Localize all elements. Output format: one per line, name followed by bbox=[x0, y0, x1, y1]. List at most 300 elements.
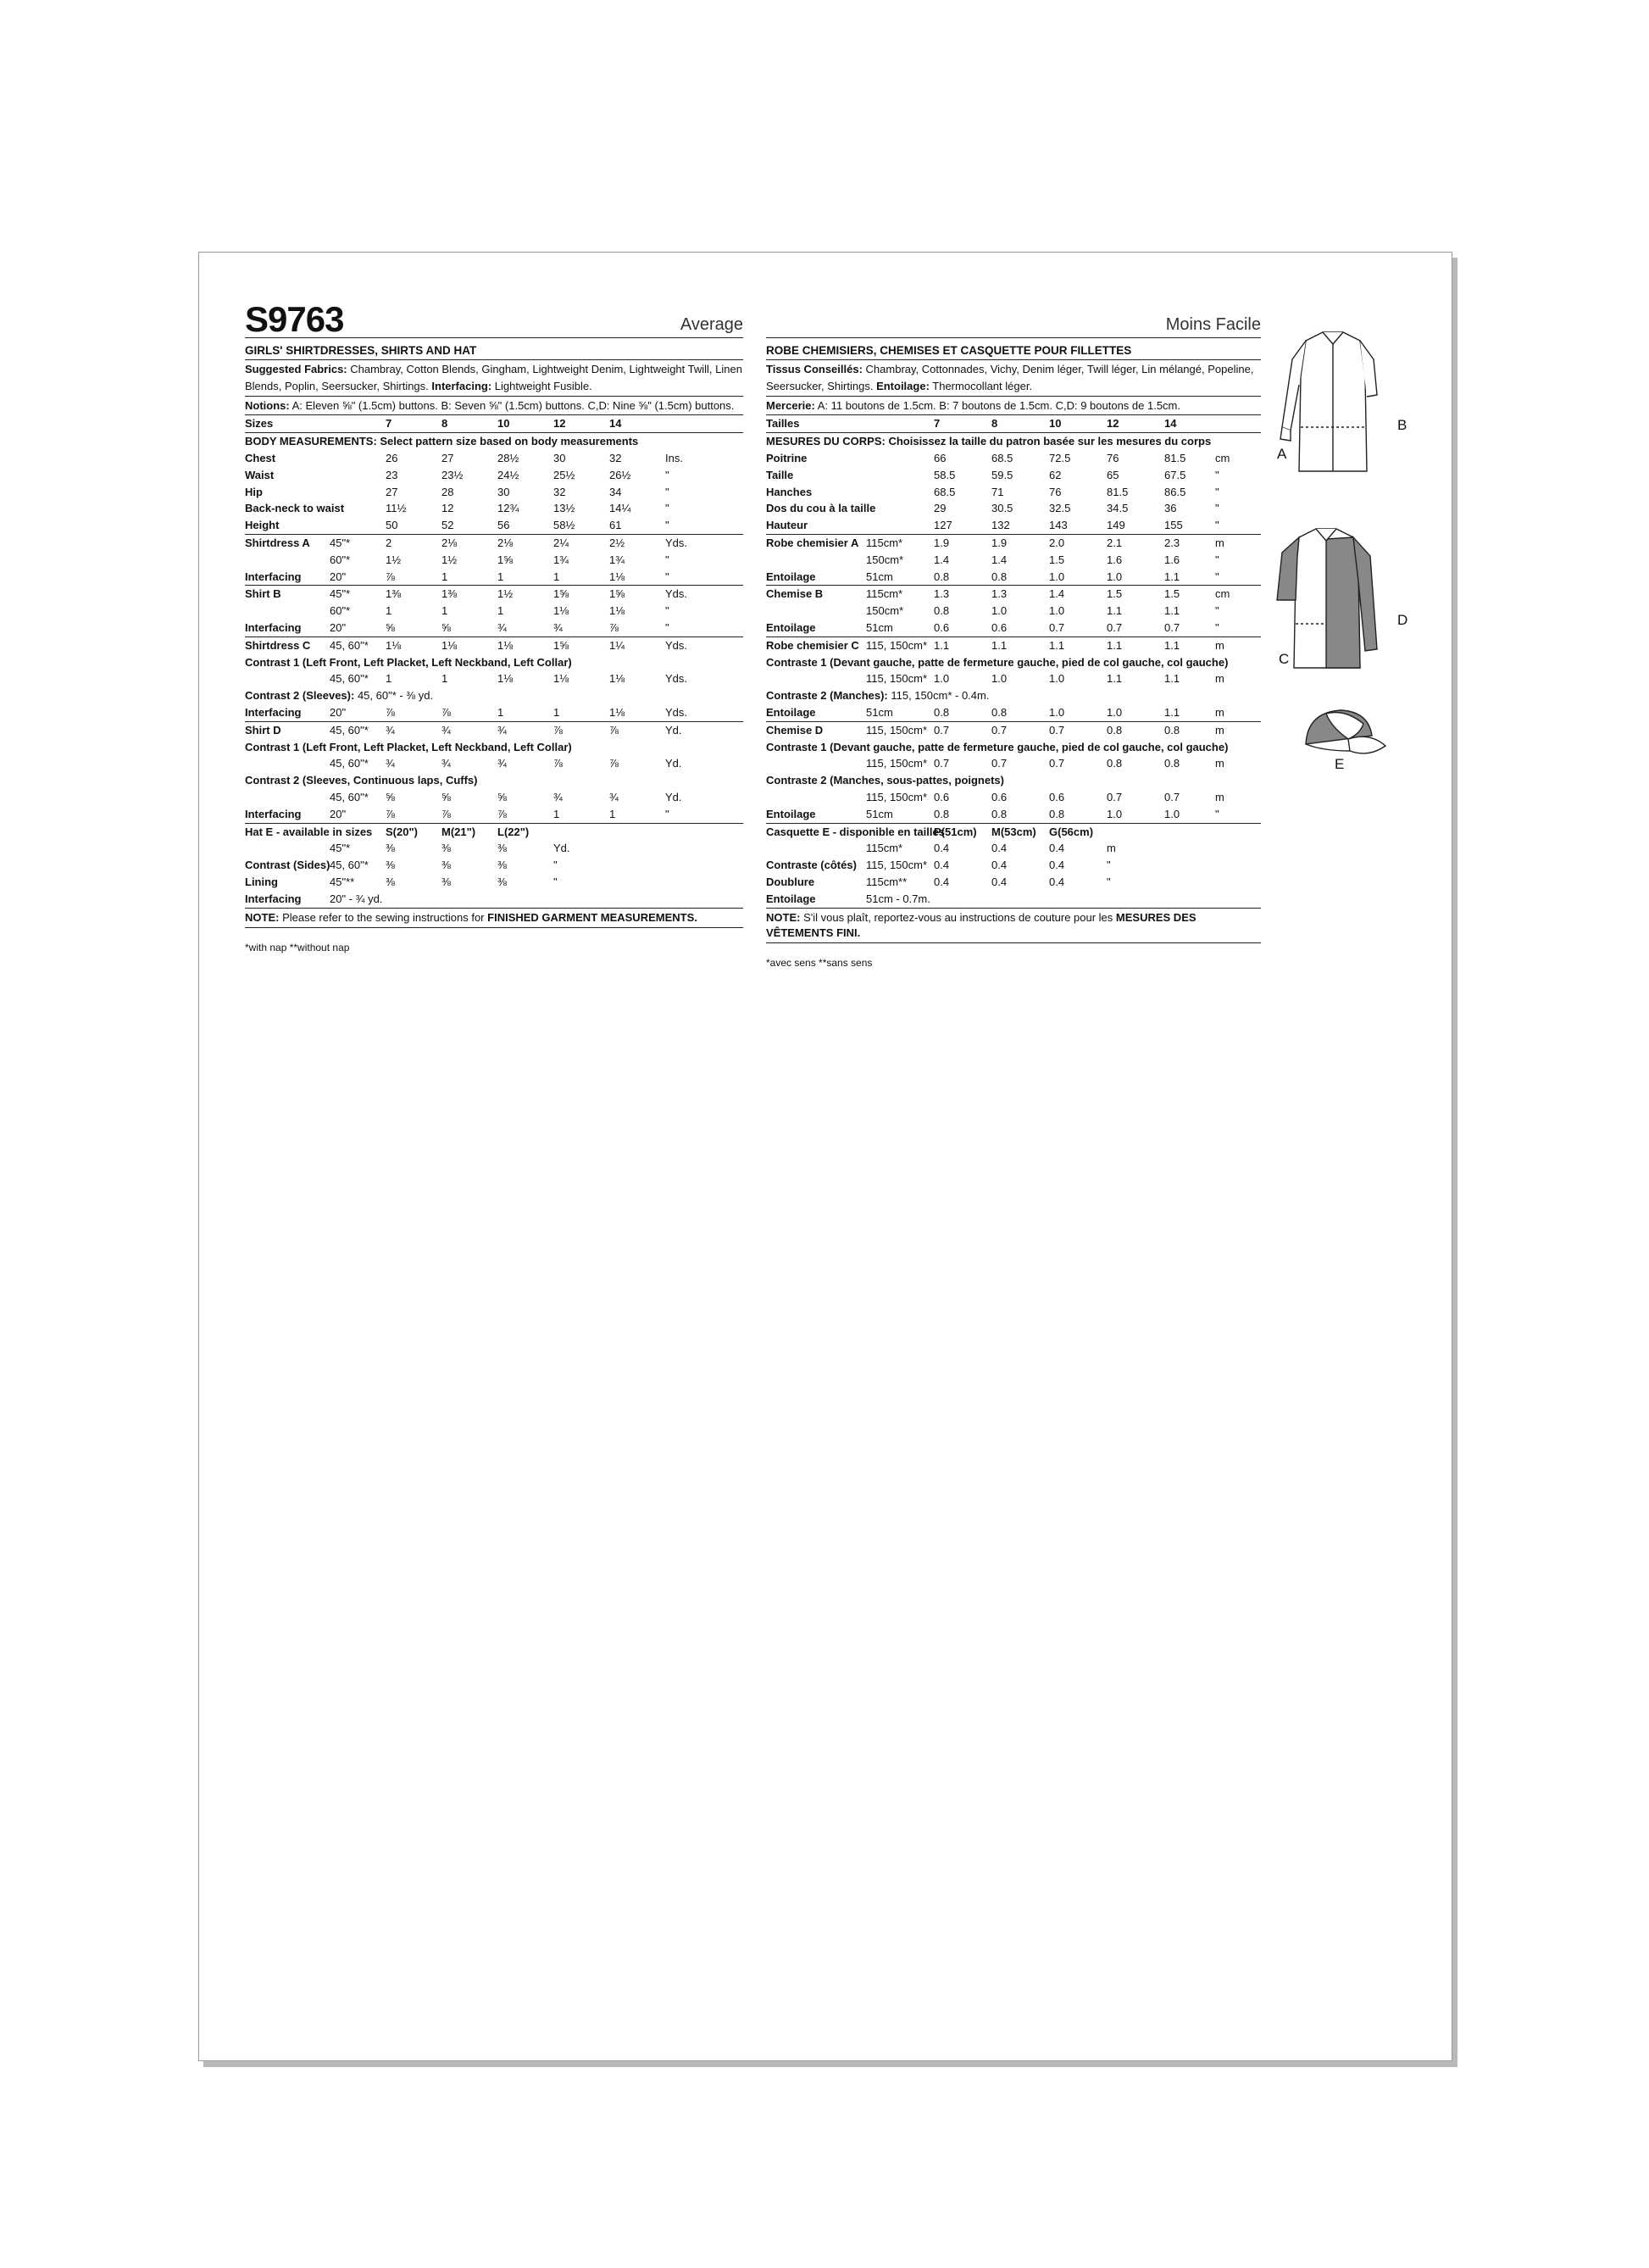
value-cell: 12 bbox=[441, 502, 454, 515]
size-header: 14 bbox=[1164, 415, 1215, 432]
value-cell: 28½ bbox=[497, 451, 519, 464]
unit-cell: " bbox=[1107, 859, 1111, 872]
value-cell: 0.6 bbox=[934, 620, 991, 636]
note bbox=[245, 908, 743, 928]
value-cell: ⅜ bbox=[497, 842, 507, 855]
value-cell: 1.1 bbox=[1164, 672, 1180, 686]
value-cell: 1.9 bbox=[991, 536, 1008, 549]
yardage-row bbox=[766, 721, 1261, 738]
value-cell: 26 bbox=[386, 451, 398, 464]
value-cell: 1⅝ bbox=[497, 553, 514, 566]
unit-cell: " bbox=[665, 485, 669, 498]
blank bbox=[665, 857, 743, 874]
value-cell: 24½ bbox=[497, 468, 519, 481]
fabric-width: 45, 60"* bbox=[330, 757, 369, 770]
interfacing-text: Lightweight Fusible. bbox=[491, 379, 592, 392]
unit-cell: cm bbox=[1215, 587, 1230, 601]
fabric-width: 45"* bbox=[330, 842, 351, 855]
value-cell: 0.8 bbox=[991, 704, 1049, 721]
value-cell: 0.4 bbox=[991, 842, 1008, 855]
contrast-label: Contraste 2 (Manches): 115, 150cm* - 0.4m. bbox=[766, 689, 990, 703]
body-measurement-row bbox=[766, 500, 1261, 517]
yardage-row bbox=[245, 654, 743, 671]
value-cell: 58.5 bbox=[934, 468, 956, 481]
interfacing-text-fr: Thermocollant léger. bbox=[929, 379, 1033, 392]
notions bbox=[245, 397, 743, 416]
value-cell: 0.4 bbox=[934, 875, 950, 888]
yardage-row bbox=[245, 534, 743, 551]
unit-cell: " bbox=[553, 875, 558, 888]
body-measurement-row bbox=[766, 517, 1261, 534]
row-label: Lining bbox=[245, 875, 278, 888]
body-measurements-header bbox=[245, 433, 743, 450]
fabric-width: 115cm** bbox=[866, 875, 908, 888]
value-cell: 1.0 bbox=[1049, 672, 1065, 686]
width-col bbox=[330, 415, 386, 432]
unit-cell: Yd. bbox=[665, 723, 682, 737]
value-cell: 68.5 bbox=[934, 485, 956, 498]
value-cell: ⅞ bbox=[386, 704, 441, 721]
body-measurements-title: MESURES DU CORPS: Choisissez la taille du patron basée sur les mesures du corps bbox=[766, 435, 1212, 448]
yardage-row bbox=[766, 670, 1261, 687]
view-label-c: C bbox=[1279, 651, 1290, 667]
value-cell: 12¾ bbox=[497, 502, 519, 515]
size-header: 7 bbox=[934, 415, 991, 432]
value-cell: ⅞ bbox=[386, 569, 441, 586]
row-label bbox=[245, 552, 330, 569]
value-cell: 1½ bbox=[441, 553, 458, 566]
yardage-row bbox=[245, 806, 743, 823]
value-cell: 2½ bbox=[609, 536, 625, 549]
fabric-width: 20" bbox=[330, 569, 386, 586]
value-cell: 0.4 bbox=[991, 875, 1008, 888]
value-cell: 2.0 bbox=[1049, 536, 1065, 549]
unit-cell: Yd. bbox=[665, 790, 682, 803]
unit-cell: " bbox=[665, 468, 669, 481]
value-cell: 1⅛ bbox=[386, 638, 402, 652]
value-cell: 2⅛ bbox=[497, 536, 514, 549]
blank bbox=[609, 874, 665, 891]
value-cell: 149 bbox=[1107, 517, 1164, 534]
fabric-width bbox=[330, 467, 386, 484]
yardage-row bbox=[245, 755, 743, 772]
value-cell: 1.0 bbox=[1107, 569, 1164, 586]
row-label: Contrast (Sides) bbox=[245, 859, 330, 872]
yardage-row bbox=[245, 586, 743, 603]
value-cell: 32.5 bbox=[1049, 502, 1071, 515]
blank bbox=[1215, 891, 1261, 908]
value-cell: ¾ bbox=[553, 790, 563, 803]
value-cell: 25½ bbox=[553, 468, 575, 481]
unit-cell: " bbox=[665, 502, 669, 515]
size-header: 12 bbox=[1107, 415, 1164, 432]
value-cell: 0.8 bbox=[934, 569, 991, 586]
value-cell: 1.1 bbox=[1164, 638, 1180, 652]
unit-cell: Yds. bbox=[665, 672, 688, 686]
value-cell: 27 bbox=[441, 451, 454, 464]
unit-cell: " bbox=[1215, 620, 1261, 636]
note-label: NOTE: bbox=[245, 910, 280, 924]
hat-row bbox=[245, 857, 743, 874]
unit-cell: m bbox=[1215, 723, 1224, 737]
row-label: Shirt D bbox=[245, 723, 281, 737]
fabric-width: 150cm* bbox=[866, 553, 904, 566]
sizes-row bbox=[766, 415, 1261, 432]
value-cell: 1.1 bbox=[934, 638, 950, 652]
value-cell: 30.5 bbox=[991, 502, 1013, 515]
notions-label-fr: Mercerie: bbox=[766, 398, 815, 412]
hat-size: M(21") bbox=[441, 825, 476, 838]
fabric-width: 115cm* bbox=[866, 536, 903, 549]
value-cell: 1.4 bbox=[934, 553, 950, 566]
difficulty-level: Average bbox=[680, 315, 743, 334]
value-cell: 1⅛ bbox=[497, 638, 514, 652]
row-label: Robe chemisier A bbox=[766, 536, 859, 549]
value-cell: 1 bbox=[553, 806, 609, 823]
value-cell bbox=[991, 891, 1049, 908]
fabric-width bbox=[866, 517, 934, 534]
hat-size: S(20") bbox=[386, 825, 418, 838]
value-cell: 1.0 bbox=[934, 672, 950, 686]
value-cell: 1 bbox=[386, 604, 392, 618]
size-header: 7 bbox=[386, 415, 441, 432]
value-cell: 127 bbox=[934, 517, 991, 534]
value-cell: 34 bbox=[609, 485, 622, 498]
blank bbox=[665, 840, 743, 857]
value-cell: 1.1 bbox=[1164, 704, 1215, 721]
blank bbox=[609, 857, 665, 874]
row-label: Back-neck to waist bbox=[245, 502, 345, 515]
contrast-label: Contrast 1 (Left Front, Left Placket, Left Neckband, Left Collar) bbox=[245, 740, 572, 753]
value-cell: 1⅛ bbox=[609, 569, 665, 586]
size-header: 14 bbox=[609, 415, 665, 432]
body-measurements-title: BODY MEASUREMENTS: Select pattern size based on body measurements bbox=[245, 435, 639, 448]
yardage-row bbox=[245, 721, 743, 738]
value-cell: ⅞ bbox=[441, 806, 497, 823]
fabrics-text: Chambray, Cotton Blends, Gingham, Lightweight Denim, Lightweight Twill, Linen Blends, Poplin, Seersucker, Shirtings. bbox=[245, 363, 742, 392]
value-cell: 1.9 bbox=[934, 536, 950, 549]
value-cell: 1 bbox=[497, 704, 553, 721]
unit-col bbox=[1215, 415, 1261, 432]
row-label: Entoilage bbox=[766, 620, 866, 636]
row-label bbox=[245, 840, 330, 857]
value-cell: 1⅜ bbox=[441, 587, 458, 601]
value-cell: ⅜ bbox=[386, 875, 395, 888]
row-label: Taille bbox=[766, 468, 794, 481]
value-cell: 2⅛ bbox=[441, 536, 458, 549]
body-measurement-row bbox=[245, 467, 743, 484]
unit-cell: m bbox=[1107, 842, 1116, 855]
value-cell bbox=[497, 891, 553, 908]
fabric-width bbox=[330, 517, 386, 534]
unit-cell: m bbox=[1215, 704, 1261, 721]
unit-cell: cm bbox=[1215, 451, 1230, 464]
yardage-row bbox=[245, 636, 743, 653]
fabric-width bbox=[866, 467, 934, 484]
pattern-code: S9763 bbox=[245, 299, 344, 339]
english-header bbox=[245, 299, 743, 339]
blank bbox=[609, 891, 665, 908]
value-cell: 1¾ bbox=[553, 553, 569, 566]
hat-row bbox=[245, 874, 743, 891]
value-cell: ⅝ bbox=[441, 790, 451, 803]
blank bbox=[1164, 891, 1215, 908]
width-col bbox=[866, 415, 934, 432]
value-cell: 1 bbox=[497, 569, 553, 586]
value-cell: ⅜ bbox=[441, 842, 451, 855]
value-cell: 2 bbox=[386, 536, 392, 549]
value-cell: ⅞ bbox=[497, 806, 553, 823]
yardage-row bbox=[245, 687, 743, 704]
value-cell: 1.1 bbox=[1107, 604, 1123, 618]
yardage-row bbox=[766, 687, 1261, 704]
body-measurement-row bbox=[766, 467, 1261, 484]
value-cell: 1.0 bbox=[991, 604, 1008, 618]
value-cell: 26½ bbox=[609, 468, 631, 481]
contrast-label: Contrast 2 (Sleeves): 45, 60"* - ⅜ yd. bbox=[245, 689, 434, 703]
fabric-width: 115, 150cm* bbox=[866, 672, 928, 686]
value-cell bbox=[386, 891, 441, 908]
value-cell: 1½ bbox=[497, 587, 514, 601]
blank bbox=[1164, 823, 1215, 840]
value-cell: 143 bbox=[1049, 517, 1107, 534]
unit-cell: " bbox=[1215, 553, 1219, 566]
value-cell: 0.8 bbox=[1049, 806, 1107, 823]
fabric-width: 45, 60"* bbox=[330, 859, 369, 872]
value-cell: ⅝ bbox=[386, 620, 441, 636]
value-cell: 67.5 bbox=[1164, 468, 1186, 481]
yardage-row bbox=[245, 552, 743, 569]
unit-cell: Yds. bbox=[665, 536, 688, 549]
value-cell: 56 bbox=[497, 517, 553, 534]
value-cell: ⅝ bbox=[497, 790, 507, 803]
fabric-width: 51cm bbox=[866, 620, 934, 636]
fabric-width: 20" bbox=[330, 620, 386, 636]
row-label: Height bbox=[245, 517, 330, 534]
value-cell: 0.7 bbox=[991, 757, 1008, 770]
value-cell: 1.1 bbox=[1164, 569, 1215, 586]
notions-fr bbox=[766, 397, 1261, 416]
english-body bbox=[245, 342, 743, 956]
unit-cell: " bbox=[1215, 806, 1261, 823]
value-cell: 1.1 bbox=[1164, 604, 1180, 618]
row-label: Hanches bbox=[766, 485, 813, 498]
value-cell: ⅜ bbox=[386, 859, 395, 872]
yardage-row bbox=[245, 772, 743, 789]
french-measurement-table bbox=[766, 415, 1261, 907]
unit-cell: " bbox=[665, 806, 743, 823]
yardage-row bbox=[766, 534, 1261, 551]
size-header: 8 bbox=[441, 415, 497, 432]
value-cell: 1¾ bbox=[609, 553, 625, 566]
value-cell: 1.0 bbox=[1049, 569, 1107, 586]
value-cell: 28 bbox=[441, 485, 454, 498]
blank bbox=[665, 874, 743, 891]
body-measurement-row bbox=[766, 484, 1261, 501]
value-cell: 81.5 bbox=[1107, 485, 1129, 498]
value-cell: 0.7 bbox=[934, 723, 950, 737]
body-measurement-row bbox=[245, 517, 743, 534]
fabric-width: 115cm* bbox=[866, 587, 903, 601]
size-header: 8 bbox=[991, 415, 1049, 432]
row-label: Robe chemisier C bbox=[766, 638, 859, 652]
value-cell: 0.8 bbox=[1107, 757, 1123, 770]
size-header: 10 bbox=[1049, 415, 1107, 432]
value-cell: ¾ bbox=[497, 757, 507, 770]
unit-cell: Yd. bbox=[553, 842, 570, 855]
value-cell bbox=[1049, 891, 1107, 908]
row-label: Hip bbox=[245, 485, 263, 498]
blank bbox=[1215, 857, 1261, 874]
yardage-row bbox=[245, 670, 743, 687]
pattern-title-fr: ROBE CHEMISIERS, CHEMISES ET CASQUETTE POUR FILLETTES bbox=[766, 342, 1261, 360]
value-cell: 0.6 bbox=[1049, 790, 1065, 803]
value-cell: 86.5 bbox=[1164, 485, 1186, 498]
sizes-label: Tailles bbox=[766, 415, 866, 432]
value-cell: 0.4 bbox=[934, 859, 950, 872]
value-cell: 14¼ bbox=[609, 502, 631, 515]
value-cell: 1.1 bbox=[1107, 672, 1123, 686]
fabric-width: 115, 150cm* bbox=[866, 790, 928, 803]
value-cell: 1⅛ bbox=[497, 672, 514, 686]
value-cell: 65 bbox=[1107, 468, 1119, 481]
footnote: *with nap **without nap bbox=[245, 941, 350, 953]
value-cell: 29 bbox=[934, 502, 947, 515]
value-cell: 0.4 bbox=[934, 842, 950, 855]
fabric-width: 115, 150cm* bbox=[866, 723, 928, 737]
value-cell: ¾ bbox=[386, 723, 395, 737]
fabric-width: 45"* bbox=[330, 536, 351, 549]
unit-cell: " bbox=[1215, 502, 1219, 515]
hat-size: L(22") bbox=[497, 825, 530, 838]
fabrics-text-fr: Chambray, Cottonnades, Vichy, Denim léger, Twill léger, Lin mélangé, Popeline, Seersucker, Shirtings. bbox=[766, 363, 1254, 392]
fabric-width: 51cm bbox=[866, 569, 934, 586]
row-label: Poitrine bbox=[766, 451, 808, 464]
view-label-b: B bbox=[1397, 417, 1407, 433]
value-cell: ¾ bbox=[553, 620, 609, 636]
value-cell: 61 bbox=[609, 517, 665, 534]
row-label: Interfacing bbox=[245, 569, 330, 586]
value-cell: 1.4 bbox=[991, 553, 1008, 566]
blank bbox=[1215, 823, 1261, 840]
value-cell: 1.4 bbox=[1049, 587, 1065, 601]
notions-label: Notions: bbox=[245, 398, 290, 412]
body-measurement-row bbox=[766, 450, 1261, 467]
fabric-width: 20" bbox=[330, 704, 386, 721]
value-cell: 23½ bbox=[441, 468, 464, 481]
fabric-width bbox=[330, 450, 386, 467]
row-label bbox=[766, 552, 866, 569]
fabric-width: 115, 150cm* bbox=[866, 638, 928, 652]
fabric-width: 45, 60"* bbox=[330, 672, 369, 686]
value-cell: 1.0 bbox=[991, 672, 1008, 686]
unit-cell: " bbox=[665, 620, 743, 636]
value-cell: 0.7 bbox=[991, 723, 1008, 737]
value-cell: 32 bbox=[553, 485, 566, 498]
value-cell: 1.3 bbox=[991, 587, 1008, 601]
value-cell: 1 bbox=[609, 806, 665, 823]
value-cell: 155 bbox=[1164, 517, 1215, 534]
value-cell: 0.7 bbox=[1164, 620, 1215, 636]
value-cell: 0.8 bbox=[991, 569, 1049, 586]
row-label: Entoilage bbox=[766, 569, 866, 586]
hat-label: Hat E - available in sizes bbox=[245, 825, 373, 838]
value-cell: 30 bbox=[497, 485, 510, 498]
view-label-e: E bbox=[1335, 756, 1345, 772]
value-cell: 0.7 bbox=[1107, 790, 1123, 803]
value-cell: ¾ bbox=[441, 723, 451, 737]
value-cell: 68.5 bbox=[991, 451, 1013, 464]
value-cell: 50 bbox=[386, 517, 441, 534]
note-bold-fr: MESURES DES VÊTEMENTS FINI. bbox=[766, 910, 1196, 939]
value-cell: 0.4 bbox=[1049, 859, 1065, 872]
sizes-label: Sizes bbox=[245, 415, 330, 432]
unit-cell: " bbox=[1215, 569, 1261, 586]
fabric-width: 45"** bbox=[330, 875, 355, 888]
blank bbox=[665, 823, 743, 840]
fabric-width: 115, 150cm* bbox=[866, 757, 928, 770]
value-cell: 1.5 bbox=[1107, 587, 1123, 601]
yardage-row bbox=[245, 603, 743, 620]
row-label bbox=[245, 670, 330, 687]
contrast-label: Contraste 2 (Manches, sous-pattes, poignets) bbox=[766, 774, 1004, 787]
value-cell: ⅞ bbox=[609, 620, 665, 636]
value-cell: 1.5 bbox=[1049, 553, 1065, 566]
value-cell: 0.7 bbox=[1107, 620, 1164, 636]
fabric-width bbox=[866, 484, 934, 501]
yardage-row bbox=[766, 704, 1261, 721]
row-label: Interfacing bbox=[245, 704, 330, 721]
fabric-width: 60"* bbox=[330, 553, 351, 566]
value-cell: 0.8 bbox=[1107, 723, 1123, 737]
fabric-width: 45, 60"* bbox=[330, 790, 369, 803]
value-cell: 0.8 bbox=[934, 806, 991, 823]
difficulty-level-fr: Moins Facile bbox=[1165, 315, 1261, 334]
value-cell: 0.6 bbox=[991, 620, 1049, 636]
value-cell: 1⅛ bbox=[553, 672, 569, 686]
size-header: 12 bbox=[553, 415, 609, 432]
row-label: Interfacing bbox=[245, 806, 330, 823]
row-label: Chest bbox=[245, 451, 276, 464]
row-label: Dos du cou à la taille bbox=[766, 502, 876, 515]
fabrics-label: Suggested Fabrics: bbox=[245, 363, 347, 375]
body-measurement-row bbox=[245, 500, 743, 517]
value-cell: 0.4 bbox=[1049, 875, 1065, 888]
value-cell: 0.8 bbox=[991, 806, 1049, 823]
yardage-row bbox=[766, 739, 1261, 756]
value-cell: 1⅛ bbox=[609, 704, 665, 721]
value-cell: 0.6 bbox=[934, 790, 950, 803]
unit-cell: " bbox=[665, 604, 669, 618]
row-label: Interfacing bbox=[245, 620, 330, 636]
value-cell: 72.5 bbox=[1049, 451, 1071, 464]
value-cell: 0.7 bbox=[934, 757, 950, 770]
row-label bbox=[245, 755, 330, 772]
yardage-row bbox=[766, 654, 1261, 671]
unit-cell: Ins. bbox=[665, 451, 683, 464]
value-cell: ⅞ bbox=[553, 757, 563, 770]
unit-cell: " bbox=[665, 517, 743, 534]
unit-cell bbox=[553, 891, 609, 908]
row-label: Entoilage bbox=[766, 892, 816, 905]
hat-row bbox=[766, 857, 1261, 874]
hat-size: M(53cm) bbox=[991, 825, 1036, 838]
blank bbox=[1164, 857, 1215, 874]
value-cell: 36 bbox=[1164, 502, 1177, 515]
fabric-width: 20" bbox=[330, 806, 386, 823]
blank bbox=[1215, 840, 1261, 857]
blank bbox=[1107, 823, 1164, 840]
